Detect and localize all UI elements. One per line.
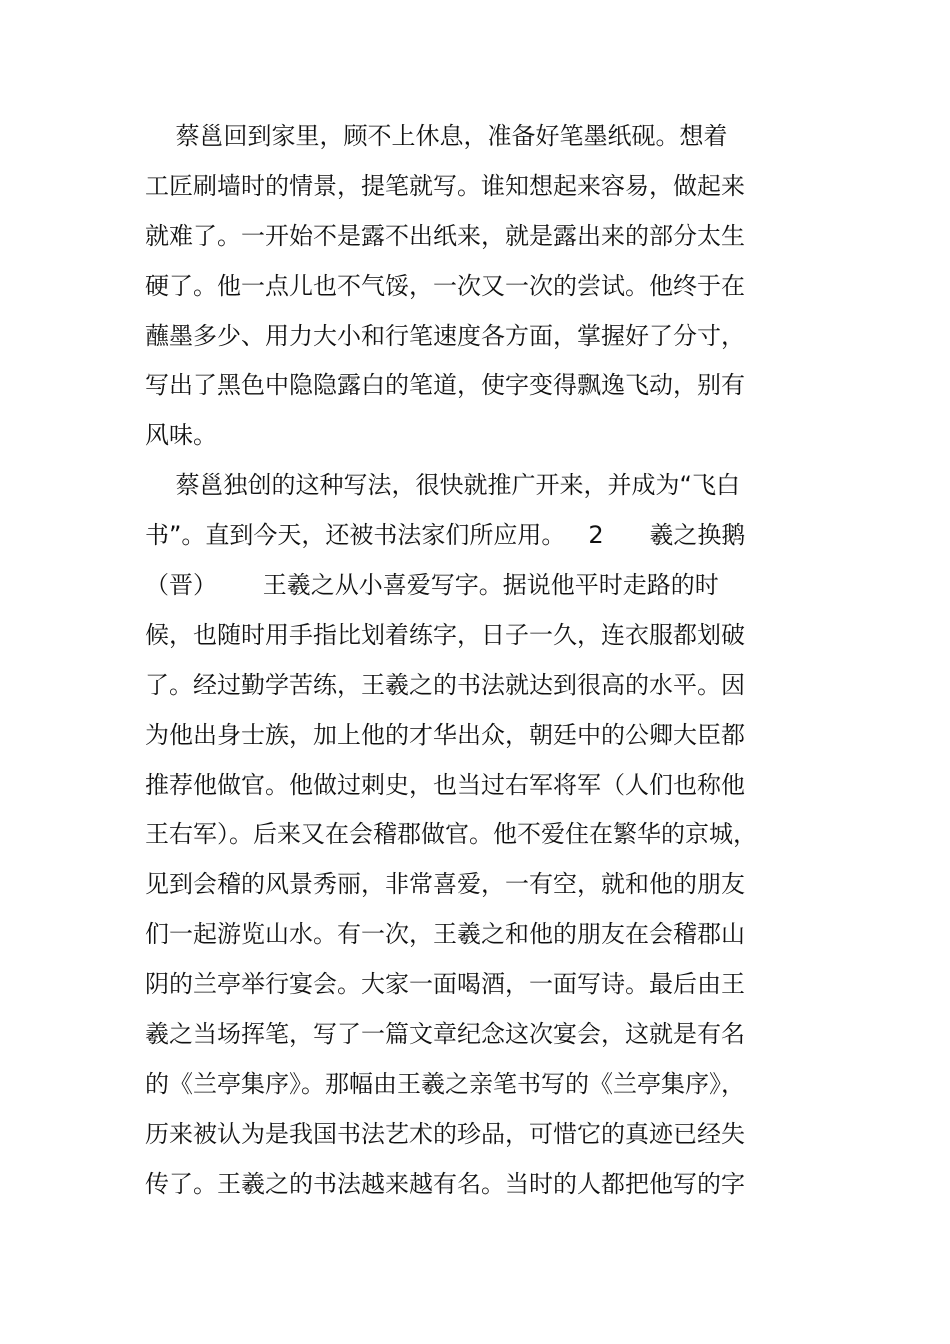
text-line: 了。经过勤学苦练，王羲之的书法就达到很高的水平。因 <box>145 670 745 699</box>
text-line: 候，也随时用手指比划着练字，日子一久，连衣服都划破 <box>145 620 745 649</box>
text-line: 蔡邕回到家里，顾不上休息，准备好笔墨纸砚。想着 <box>145 122 728 150</box>
text-line: 传了。王羲之的书法越来越有名。当时的人都把他写的字 <box>145 1169 745 1198</box>
text-line: 写出了黑色中隐隐露白的笔道，使字变得飘逸飞动，别有 <box>145 371 745 400</box>
text-line: 阴的兰亭举行宴会。大家一面喝酒，一面写诗。最后由王 <box>145 970 745 999</box>
text-line: 羲之当场挥笔，写了一篇文章纪念这次宴会，这就是有名 <box>145 1020 745 1049</box>
text-line: 风味。 <box>145 421 217 450</box>
text-line: 推荐他做官。他做过刺史，也当过右军将军（人们也称他 <box>145 770 745 799</box>
text-line: 见到会稽的风景秀丽，非常喜爱，一有空，就和他的朋友 <box>145 870 745 899</box>
text-line: 的《兰亭集序》。那幅由王羲之亲笔书写的《兰亭集序》， <box>145 1069 745 1098</box>
text-line: （晋） 王羲之从小喜爱写字。据说他平时走路的时 <box>145 571 719 600</box>
text-line: 蘸墨多少、用力大小和行笔速度各方面，掌握好了分寸， <box>145 321 745 350</box>
text-line: 历来被认为是我国书法艺术的珍品，可惜它的真迹已经失 <box>145 1119 745 1148</box>
text-line: 蔡邕独创的这种写法，很快就推广开来，并成为“飞白 <box>145 471 740 500</box>
body-text <box>145 112 805 1210</box>
text-line: 硬了。他一点儿也不气馁，一次又一次的尝试。他终于在 <box>145 271 745 300</box>
text-line: 书”。直到今天，还被书法家们所应用。 2 羲之换鹅 <box>145 521 746 550</box>
text-line: 们一起游览山水。有一次，王羲之和他的朋友在会稽郡山 <box>145 920 745 949</box>
text-line: 为他出身士族，加上他的才华出众，朝廷中的公卿大臣都 <box>145 720 745 749</box>
text-line: 工匠刷墙时的情景，提笔就写。谁知想起来容易，做起来 <box>145 171 745 200</box>
text-line: 就难了。一开始不是露不出纸来，就是露出来的部分太生 <box>145 221 745 250</box>
text-line: 王右军）。后来又在会稽郡做官。他不爱住在繁华的京城， <box>145 820 757 849</box>
